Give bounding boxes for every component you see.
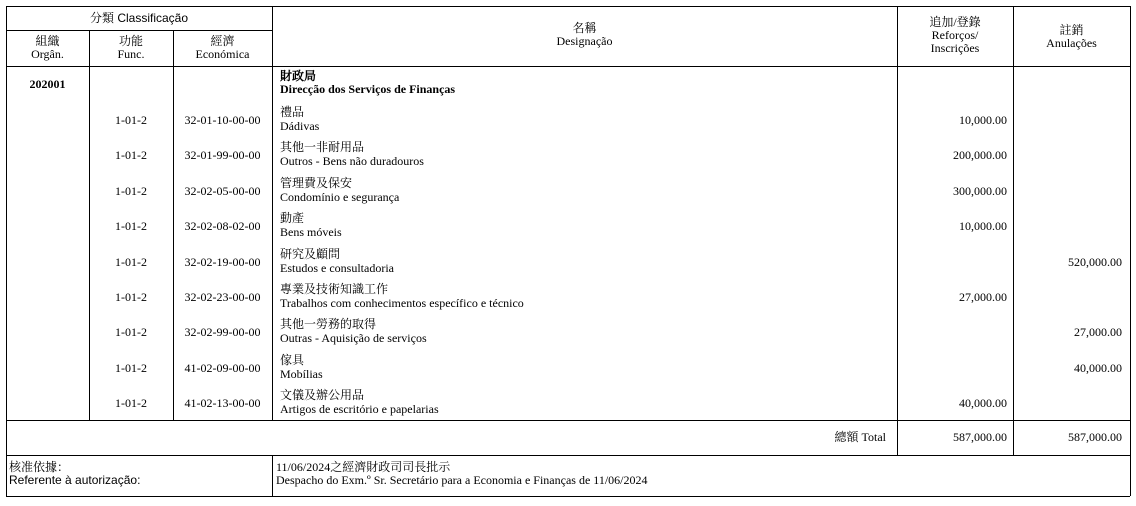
reforcos-header	[897, 16, 1013, 55]
row-econ: 32-02-23-00-00	[184, 290, 261, 304]
row-reforcos: 10,000.00	[959, 219, 1007, 234]
row-func: 1-01-2	[115, 148, 147, 163]
row-anulacoes: 520,000.00	[1068, 254, 1122, 269]
row-name-zh: 其他一勞務的取得	[280, 317, 377, 332]
anulacoes-header	[1013, 24, 1130, 50]
row-func: 1-01-2	[115, 254, 147, 269]
row-func: 1-01-2	[115, 219, 147, 234]
row-anulacoes: 40,000.00	[1074, 360, 1122, 375]
row-name-zh: 管理費及保安	[280, 175, 353, 190]
table-top-border	[6, 6, 1130, 7]
organ-header-zh: 組織	[35, 34, 60, 48]
row-reforcos: 40,000.00	[959, 396, 1007, 411]
col-divider-econ	[272, 6, 273, 420]
func-header	[89, 35, 173, 61]
footer-text	[276, 461, 648, 487]
reforcos-header-pt1: Reforços/	[931, 28, 979, 42]
name-header-pt: Designação	[556, 34, 613, 48]
anulacoes-header-pt: Anulações	[1046, 36, 1097, 50]
func-header-zh: 功能	[118, 34, 143, 48]
row-name-pt: Trabalhos com conhecimentos específico e técnico	[280, 296, 524, 310]
table-bottom-border	[6, 496, 1130, 497]
row-econ: 32-01-10-00-00	[184, 113, 261, 127]
col-divider-footer	[272, 455, 273, 496]
row-name-zh: 傢具	[280, 352, 305, 367]
organ-header-pt: Orgân.	[31, 47, 64, 61]
organ-code: 202001	[29, 77, 66, 91]
econ-header-zh: 經濟	[210, 34, 235, 48]
row-func: 1-01-2	[115, 290, 147, 304]
row-func: 1-01-2	[115, 396, 147, 411]
row-anulacoes: 27,000.00	[1074, 325, 1122, 340]
header-bottom-border	[6, 66, 1130, 67]
total-bottom-border	[6, 455, 1130, 456]
organ-name	[280, 70, 455, 96]
reforcos-header-zh: 追加/登錄	[929, 15, 981, 29]
classification-divider	[6, 30, 272, 31]
row-reforcos: 300,000.00	[953, 183, 1007, 198]
row-name-pt: Outras - Aquisição de serviços	[280, 331, 427, 346]
body-bottom-border	[6, 420, 1130, 421]
row-econ: 41-02-09-00-00	[184, 360, 261, 375]
row-reforcos: 200,000.00	[953, 148, 1007, 163]
row-name-pt: Estudos e consultadoria	[280, 260, 394, 275]
organ-name-pt: Direcção dos Serviços de Finanças	[280, 82, 456, 96]
total-reforcos: 587,000.00	[953, 430, 1007, 444]
reforcos-header-pt2: Inscrições	[930, 41, 980, 55]
row-name-zh: 文儀及辦公用品	[280, 388, 365, 403]
total-label: 總額 Total	[834, 430, 886, 444]
footer-label	[9, 461, 140, 487]
footer-label-zh: 核准依據：	[9, 460, 70, 474]
organ-header	[6, 35, 89, 61]
organ-name-zh: 財政局	[280, 69, 317, 83]
row-func: 1-01-2	[115, 360, 147, 375]
row-name-zh: 專業及技術知識工作	[280, 282, 389, 296]
classification-header: 分類 Classificação	[89, 11, 189, 25]
row-name-zh: 動產	[280, 211, 305, 226]
row-econ: 32-02-05-00-00	[184, 183, 261, 198]
row-func: 1-01-2	[115, 113, 147, 127]
func-header-pt: Func.	[117, 47, 145, 61]
row-econ: 32-02-08-02-00	[184, 219, 261, 234]
row-reforcos: 27,000.00	[959, 290, 1007, 304]
footer-label-pt: Referente à autorização:	[9, 473, 141, 487]
footer-text-zh: 11/06/2024之經濟財政司司長批示	[276, 460, 451, 474]
row-econ: 32-02-19-00-00	[184, 254, 261, 269]
anulacoes-header-zh: 註銷	[1059, 23, 1084, 37]
col-divider-reforcos	[1013, 6, 1014, 455]
row-name-pt: Mobílias	[280, 366, 323, 381]
econ-header	[173, 35, 272, 61]
econ-header-pt: Económica	[195, 47, 250, 61]
row-name-pt: Bens móveis	[280, 225, 342, 240]
row-name-pt: Dádivas	[280, 119, 320, 133]
name-header-zh: 名稱	[572, 21, 597, 35]
row-reforcos: 10,000.00	[959, 113, 1007, 127]
row-name-pt: Artigos de escritório e papelarias	[280, 402, 439, 417]
row-name-zh: 研究及顧問	[280, 246, 341, 261]
row-econ: 32-02-99-00-00	[184, 325, 261, 340]
total-anulacoes: 587,000.00	[1068, 430, 1122, 444]
row-func: 1-01-2	[115, 325, 147, 340]
row-econ: 32-01-99-00-00	[184, 148, 261, 163]
row-name-pt: Outros - Bens não duradouros	[280, 154, 424, 169]
footer-text-pt: Despacho do Exm.º Sr. Secretário para a Economia e Finanças de 11/06/2024	[276, 473, 648, 487]
row-name-zh: 禮品	[280, 105, 305, 119]
row-name-pt: Condomínio e segurança	[280, 189, 400, 204]
row-name-zh: 其他一非耐用品	[280, 140, 365, 155]
table-right-border	[1130, 6, 1131, 496]
row-func: 1-01-2	[115, 183, 147, 198]
row-econ: 41-02-13-00-00	[184, 396, 261, 411]
name-header	[272, 22, 897, 48]
